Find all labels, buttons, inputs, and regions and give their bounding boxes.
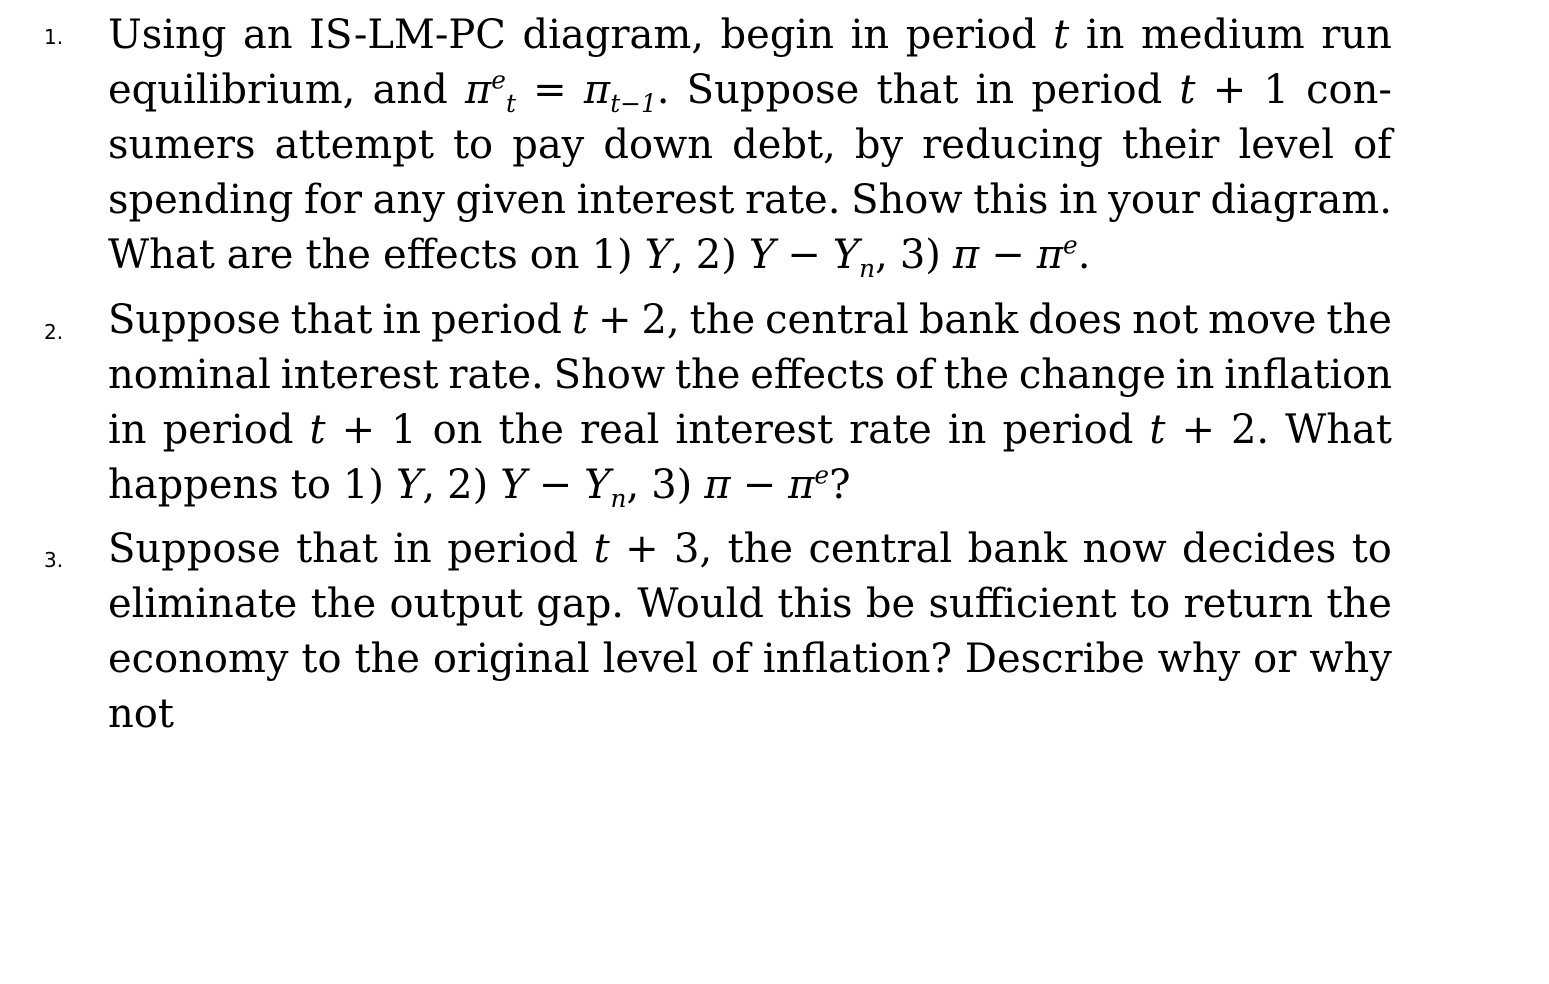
- text-line: sumers attempt to pay down debt, by reducing their level of: [108, 122, 1392, 168]
- text-line: Suppose that in period t + 2, the central bank does not move the: [108, 297, 1392, 343]
- text-line: Suppose that in period t + 3, the central bank now decides to: [108, 526, 1392, 572]
- question-number: 2.: [44, 320, 64, 344]
- question-number: 3.: [44, 548, 64, 572]
- text-line: happens to 1) Y, 2) Y − $Y_n$, 3) π − $\pi^e$?: [108, 460, 851, 513]
- text-line: Using an IS-LM-PC diagram, begin in period t in medium run: [108, 12, 1392, 58]
- question-number: 1.: [44, 25, 64, 49]
- text-line: in period t + 1 on the real interest rate in period t + 2. What: [108, 407, 1392, 453]
- text-line: equilibrium, and $\pi^e_t$ = $\pi_{t-1}$. Suppose that in period t + 1 con-: [108, 65, 1392, 118]
- text-line: nominal interest rate. Show the effects of the change in inflation: [108, 352, 1392, 398]
- text-line: spending for any given interest rate. Show this in your diagram.: [108, 177, 1392, 223]
- text-line: eliminate the output gap. Would this be sufficient to return the: [108, 581, 1392, 627]
- text-line: economy to the original level of inflation? Describe why or why: [108, 636, 1392, 682]
- text-line: not: [108, 691, 174, 737]
- text-line: What are the effects on 1) Y, 2) Y − $Y_n$, 3) π − $\pi^e$.: [108, 230, 1091, 283]
